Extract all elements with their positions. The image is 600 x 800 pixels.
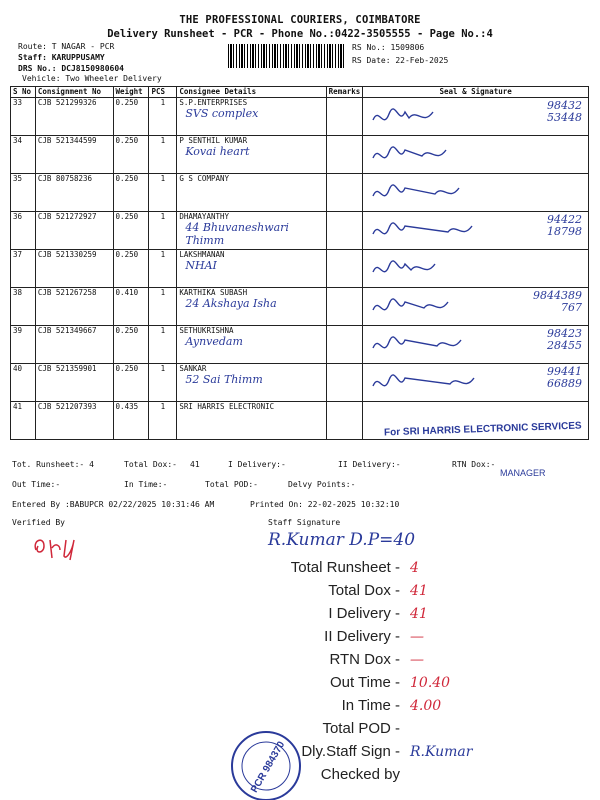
cell-consignee: [177, 288, 326, 326]
cell-sno: 37: [11, 250, 36, 288]
cell-consignment: CJB 521272927: [35, 212, 113, 250]
i-delivery: I Delivery:-: [228, 460, 286, 469]
delivery-signature: [369, 330, 479, 360]
summary-row: [250, 625, 570, 648]
handwritten-phone: 99441 66889: [547, 365, 582, 390]
delivery-signature: [369, 254, 479, 284]
cell-remarks: [326, 212, 363, 250]
consignee-name: S.P.ENTERPRISES: [179, 98, 248, 107]
consignee-name: SETHUKRISHNA: [179, 326, 234, 335]
delvy-points: Delvy Points:-: [288, 480, 356, 489]
runsheet-table: [10, 86, 589, 440]
consignee-address-handwritten: NHAI: [185, 259, 217, 272]
summary-value: 41: [410, 605, 428, 622]
delivery-signature: [369, 368, 479, 398]
delivery-signature: [369, 292, 479, 322]
cell-remarks: [326, 250, 363, 288]
total-pod: Total POD:-: [205, 480, 258, 489]
summary-label: RTN Dox -: [329, 651, 400, 668]
cell-consignment: CJB 521349667: [35, 326, 113, 364]
cell-sno: 41: [11, 402, 36, 440]
summary-label: Total POD -: [322, 720, 400, 737]
verified-by-label: Verified By: [12, 518, 65, 527]
round-stamp: [226, 726, 306, 800]
entered-by: Entered By :BABUPCR 02/22/2025 10:31:46 AM: [12, 500, 215, 509]
summary-label: In Time -: [341, 697, 400, 714]
cell-remarks: [326, 402, 363, 440]
cell-seal: [363, 288, 589, 326]
cell-consignee: [177, 174, 326, 212]
cell-consignee: [177, 98, 326, 136]
table-row: [11, 98, 589, 136]
table-row: [11, 364, 589, 402]
delivery-signature: [369, 140, 479, 170]
cell-consignee: [177, 136, 326, 174]
consignee-address-handwritten: Aynvedam: [185, 335, 243, 348]
consignee-name: KARTHIKA SUBASH: [179, 288, 248, 297]
summary-value: 41: [410, 582, 428, 599]
cell-sno: 40: [11, 364, 36, 402]
cell-consignment: CJB 521330259: [35, 250, 113, 288]
summary-row: [250, 671, 570, 694]
summary-value: —: [410, 651, 424, 668]
summary-label: Out Time -: [329, 674, 400, 691]
consignee-name: DHAMAYANTHY: [179, 212, 230, 221]
cell-seal: [363, 326, 589, 364]
summary-label: Checked by: [320, 766, 400, 783]
handwritten-phone: 98432 53448: [547, 99, 582, 124]
cell-consignment: CJB 80758236: [35, 174, 113, 212]
summary-value: —: [410, 628, 424, 645]
total-dox-label: Total Dox:-: [124, 460, 177, 469]
consignee-name: P SENTHIL KUMAR: [179, 136, 248, 145]
cell-consignment: CJB 521359901: [35, 364, 113, 402]
summary-value: 10.40: [410, 674, 451, 691]
ii-delivery: II Delivery:-: [338, 460, 401, 469]
summary-label: Total Dox -: [328, 582, 400, 599]
handwritten-phone: 9844389 767: [533, 289, 582, 314]
total-runsheet: Tot. Runsheet:- 4: [12, 460, 94, 469]
summary-row: [250, 694, 570, 717]
staff-label: Staff: KARUPPUSAMY: [18, 53, 105, 62]
consignee-name: SRI HARRIS ELECTRONIC: [179, 402, 275, 411]
table-row: [11, 174, 589, 212]
summary-value: 4: [410, 559, 419, 576]
cell-remarks: [326, 326, 363, 364]
manager-stamp: MANAGER: [500, 468, 546, 478]
cell-weight: 0.250: [113, 136, 149, 174]
cell-consignee: [177, 326, 326, 364]
col-consignment: Consignment No: [35, 87, 113, 98]
cell-weight: 0.250: [113, 174, 149, 212]
cell-remarks: [326, 98, 363, 136]
cell-consignee: [177, 402, 326, 440]
in-time: In Time:-: [124, 480, 168, 489]
cell-seal: [363, 136, 589, 174]
cell-sno: 36: [11, 212, 36, 250]
col-seal: Seal & Signature: [363, 87, 589, 98]
company-title: THE PROFESSIONAL COURIERS, COIMBATORE: [179, 14, 421, 26]
col-sno: S No: [11, 87, 36, 98]
drs-number: DRS No.: DCJ8150980604: [18, 64, 124, 73]
company-stamp: For SRI HARRIS ELECTRONIC SERVICES: [383, 420, 582, 439]
cell-consignee: [177, 212, 326, 250]
summary-row: [250, 579, 570, 602]
dp-code: R.Kumar D.P=40: [268, 530, 416, 550]
total-dox-value: 41: [190, 460, 200, 469]
consignee-name: LAKSHMANAN: [179, 250, 225, 259]
cell-pcs: 1: [149, 326, 177, 364]
cell-consignment: CJB 521299326: [35, 98, 113, 136]
route-label: Route: T NAGAR - PCR: [18, 42, 115, 51]
cell-consignment: CJB 521207393: [35, 402, 113, 440]
cell-pcs: 1: [149, 98, 177, 136]
cell-weight: 0.410: [113, 288, 149, 326]
cell-pcs: 1: [149, 250, 177, 288]
cell-sno: 33: [11, 98, 36, 136]
table-row: [11, 250, 589, 288]
cell-seal: [363, 250, 589, 288]
cell-pcs: 1: [149, 364, 177, 402]
verified-signature: [30, 532, 90, 562]
cell-pcs: 1: [149, 288, 177, 326]
col-consignee: Consignee Details: [177, 87, 326, 98]
printed-on: Printed On: 22-02-2025 10:32:10: [250, 500, 400, 509]
rs-date: RS Date: 22-Feb-2025: [352, 56, 449, 65]
cell-weight: 0.250: [113, 98, 149, 136]
consignee-address-handwritten: 24 Akshaya Isha: [185, 297, 277, 310]
cell-remarks: [326, 174, 363, 212]
round-stamp-text: PCR 984370: [249, 739, 288, 795]
delivery-signature: [369, 102, 479, 132]
handwritten-phone: 94422 18798: [547, 213, 582, 238]
cell-weight: 0.250: [113, 364, 149, 402]
cell-consignee: [177, 250, 326, 288]
cell-weight: 0.435: [113, 402, 149, 440]
summary-value: R.Kumar: [410, 743, 473, 760]
cell-weight: 0.250: [113, 212, 149, 250]
cell-pcs: 1: [149, 402, 177, 440]
cell-seal: [363, 364, 589, 402]
summary-label: Dly.Staff Sign -: [301, 743, 400, 760]
consignee-address-handwritten: Kovai heart: [185, 145, 250, 158]
barcode: [228, 44, 346, 68]
col-pcs: PCS: [149, 87, 177, 98]
cell-remarks: [326, 136, 363, 174]
vehicle-label: Vehicle: Two Wheeler Delivery: [22, 74, 162, 83]
table-row: [11, 326, 589, 364]
cell-pcs: 1: [149, 136, 177, 174]
summary-value: 4.00: [410, 697, 442, 714]
cell-pcs: 1: [149, 212, 177, 250]
table-row: [11, 288, 589, 326]
col-remarks: Remarks: [326, 87, 363, 98]
cell-sno: 39: [11, 326, 36, 364]
table-header-row: [11, 87, 589, 98]
consignee-name: SANKAR: [179, 364, 207, 373]
summary-row: [250, 648, 570, 671]
summary-label: II Delivery -: [324, 628, 400, 645]
consignee-address-handwritten: SVS complex: [185, 107, 259, 120]
out-time: Out Time:-: [12, 480, 61, 489]
cell-pcs: 1: [149, 174, 177, 212]
delivery-signature: [369, 178, 479, 208]
cell-seal: [363, 98, 589, 136]
table-row: [11, 136, 589, 174]
cell-sno: 38: [11, 288, 36, 326]
cell-weight: 0.250: [113, 326, 149, 364]
summary-label: Total Runsheet -: [290, 559, 400, 576]
cell-seal: [363, 212, 589, 250]
rtn-dox: RTN Dox:-: [452, 460, 496, 469]
table-row: [11, 212, 589, 250]
consignee-address-handwritten: 44 Bhuvaneshwari Thimm: [185, 221, 289, 247]
cell-consignment: CJB 521267258: [35, 288, 113, 326]
cell-consignment: CJB 521344599: [35, 136, 113, 174]
consignee-name: G S COMPANY: [179, 174, 230, 183]
cell-weight: 0.250: [113, 250, 149, 288]
cell-remarks: [326, 288, 363, 326]
summary-row: [250, 602, 570, 625]
cell-remarks: [326, 364, 363, 402]
col-weight: Weight: [113, 87, 149, 98]
handwritten-phone: 98423 28455: [547, 327, 582, 352]
delivery-signature: [369, 216, 479, 246]
rs-number: RS No.: 1509806: [352, 43, 425, 52]
cell-seal: [363, 174, 589, 212]
cell-consignee: [177, 364, 326, 402]
cell-sno: 35: [11, 174, 36, 212]
summary-row: [250, 556, 570, 579]
runsheet-subtitle: Delivery Runsheet - PCR - Phone No.:0422-3505555 - Page No.:4: [107, 28, 493, 40]
cell-sno: 34: [11, 136, 36, 174]
staff-signature-label: Staff Signature: [268, 518, 341, 527]
summary-label: I Delivery -: [328, 605, 400, 622]
consignee-address-handwritten: 52 Sai Thimm: [185, 373, 263, 386]
